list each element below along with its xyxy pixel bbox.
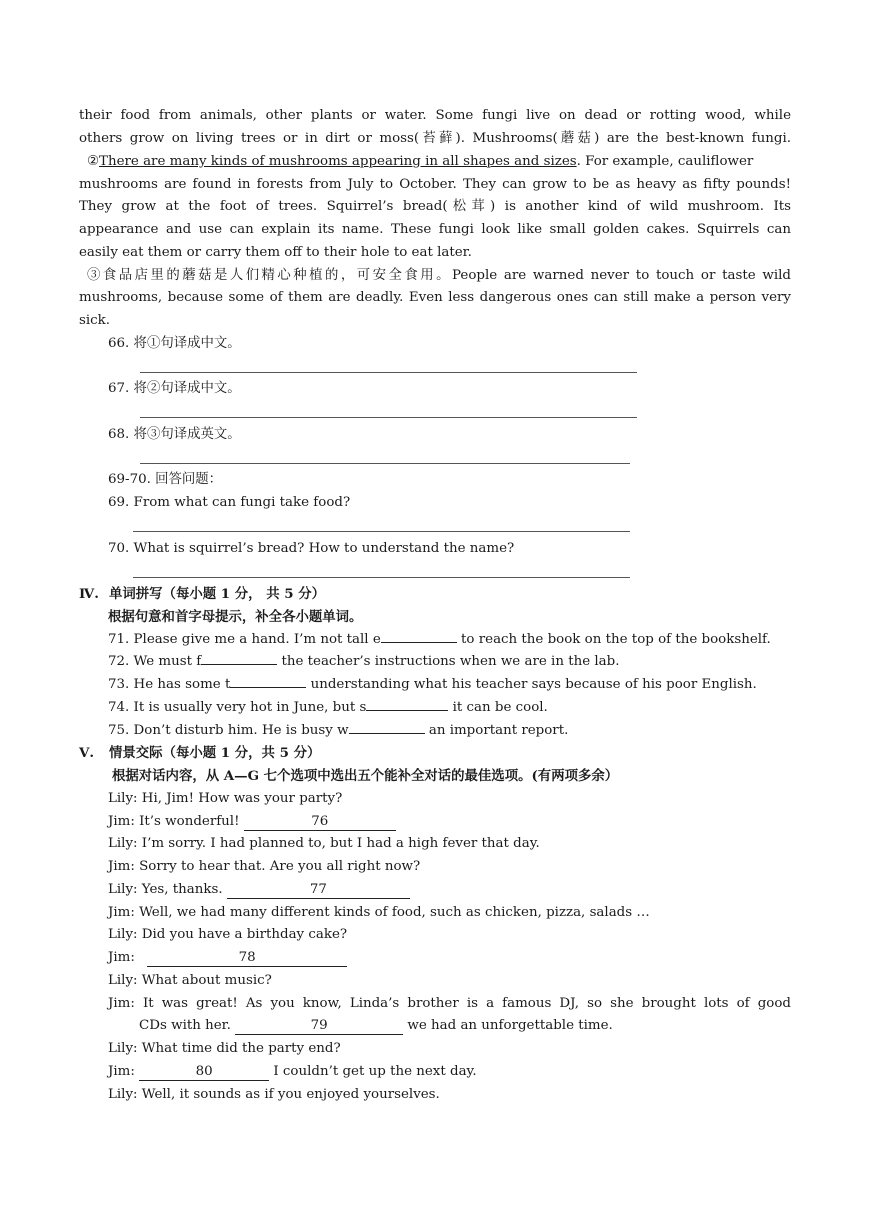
question-70: 70. What is squirrel’s bread? How to understand the name? bbox=[108, 541, 515, 556]
dialogue-line: Lily: Yes, thanks. 77 bbox=[108, 881, 410, 899]
question-69: 69. From what can fungi take food? bbox=[108, 495, 351, 510]
section-4-instruction: 根据句意和首字母提示，补全各小题单词。 bbox=[108, 609, 363, 625]
question-67: 67. 将②句译成中文。 bbox=[108, 381, 241, 396]
passage-line-8: ③食品店里的蘑菇是人们精心种植的，可安全食用。People are warned never to touch or taste wild bbox=[87, 268, 791, 283]
blank-79[interactable]: 79 bbox=[235, 1018, 403, 1035]
section-4-title: 单词拼写（每小题 1 分， 共 5 分） bbox=[109, 586, 326, 602]
passage-line-2: others grow on living trees or in dirt or moss(苔藓). Mushrooms(蘑菇) are the best-known fungi. bbox=[79, 131, 791, 146]
answer-line-66[interactable] bbox=[140, 372, 637, 373]
dialogue-line: Jim: 80 I couldn’t get up the next day. bbox=[108, 1064, 477, 1079]
spelling-item-71: 71. Please give me a hand. I’m not tall e to reach the book on the top of the bookshelf. bbox=[108, 632, 771, 647]
passage-line-3-rest: . For example, cauliflower bbox=[576, 154, 754, 169]
blank-80[interactable]: 80 bbox=[139, 1064, 269, 1081]
answer-line-69[interactable] bbox=[133, 531, 630, 532]
blank-71[interactable] bbox=[381, 642, 457, 643]
passage-line-9: mushrooms, because some of them are deadly. Even less dangerous ones can still make a person very bbox=[79, 290, 791, 305]
answer-section-label: 69-70. 回答问题： bbox=[108, 472, 223, 487]
answer-line-70[interactable] bbox=[133, 577, 630, 578]
blank-78[interactable]: 78 bbox=[147, 950, 347, 967]
passage-line-10: sick. bbox=[79, 313, 111, 328]
blank-76[interactable]: 76 bbox=[244, 814, 396, 831]
question-66: 66. 将①句译成中文。 bbox=[108, 336, 241, 351]
passage-line-6: appearance and use can explain its name. These fungi look like small golden cakes. Squirrels can bbox=[79, 222, 791, 237]
dialogue-line: Jim: Well, we had many different kinds of food, such as chicken, pizza, salads … bbox=[108, 905, 650, 920]
blank-73[interactable] bbox=[230, 687, 306, 688]
blank-72[interactable] bbox=[201, 664, 277, 665]
answer-line-68[interactable] bbox=[140, 463, 630, 464]
blank-74[interactable] bbox=[366, 710, 448, 711]
dialogue-line: Lily: What time did the party end? bbox=[108, 1041, 341, 1056]
section-4-heading bbox=[79, 585, 791, 603]
section-4-numeral: Ⅳ. bbox=[79, 586, 99, 602]
dialogue-line: Lily: Hi, Jim! How was your party? bbox=[108, 791, 343, 806]
section-5-title: 情景交际（每小题 1 分，共 5 分） bbox=[109, 745, 321, 761]
dialogue-line: Jim: Sorry to hear that. Are you all right now? bbox=[108, 859, 421, 874]
passage-line-5: They grow at the foot of trees. Squirrel’s bread(松茸) is another kind of wild mushroom. Its bbox=[79, 199, 791, 214]
dialogue-line: Lily: Well, it sounds as if you enjoyed yourselves. bbox=[108, 1087, 440, 1102]
dialogue-line: Lily: I’m sorry. I had planned to, but I had a high fever that day. bbox=[108, 836, 540, 851]
spelling-item-73: 73. He has some t understanding what his teacher says because of his poor English. bbox=[108, 677, 757, 692]
sentence-marker-2: ② bbox=[87, 154, 100, 169]
question-68: 68. 将③句译成英文。 bbox=[108, 427, 241, 442]
blank-77[interactable]: 77 bbox=[227, 882, 410, 899]
passage-line-1: their food from animals, other plants or water. Some fungi live on dead or rotting wood, while bbox=[79, 108, 791, 123]
spelling-item-74: 74. It is usually very hot in June, but s it can be cool. bbox=[108, 700, 548, 715]
spelling-item-72: 72. We must f the teacher’s instructions when we are in the lab. bbox=[108, 654, 620, 669]
blank-75[interactable] bbox=[349, 733, 425, 734]
section-5-instruction: 根据对话内容，从 A—G 七个选项中选出五个能补全对话的最佳选项。(有两项多余） bbox=[112, 768, 619, 784]
spelling-item-75: 75. Don’t disturb him. He is busy w an important report. bbox=[108, 723, 569, 738]
passage-line-4: mushrooms are found in forests from July to October. They can grow to be as heavy as fifty pounds! bbox=[79, 177, 791, 192]
dialogue-line: Jim: It’s wonderful! 76 bbox=[108, 813, 396, 831]
dialogue-line: Jim: 78 bbox=[108, 949, 347, 967]
answer-line-67[interactable] bbox=[140, 417, 637, 418]
section-5-numeral: Ⅴ. bbox=[79, 745, 95, 761]
dialogue-line: Lily: What about music? bbox=[108, 973, 272, 988]
dialogue-line: Lily: Did you have a birthday cake? bbox=[108, 927, 348, 942]
passage-line-3 bbox=[87, 153, 791, 171]
section-5-heading bbox=[79, 744, 791, 762]
underlined-sentence-2: There are many kinds of mushrooms appearing in all shapes and sizes bbox=[99, 154, 577, 169]
dialogue-line: CDs with her. 79 we had an unforgettable time. bbox=[139, 1018, 613, 1033]
passage-line-7: easily eat them or carry them off to their hole to eat later. bbox=[79, 245, 472, 260]
dialogue-line: Jim: It was great! As you know, Linda’s brother is a famous DJ, so she brought lots of good bbox=[108, 996, 791, 1011]
